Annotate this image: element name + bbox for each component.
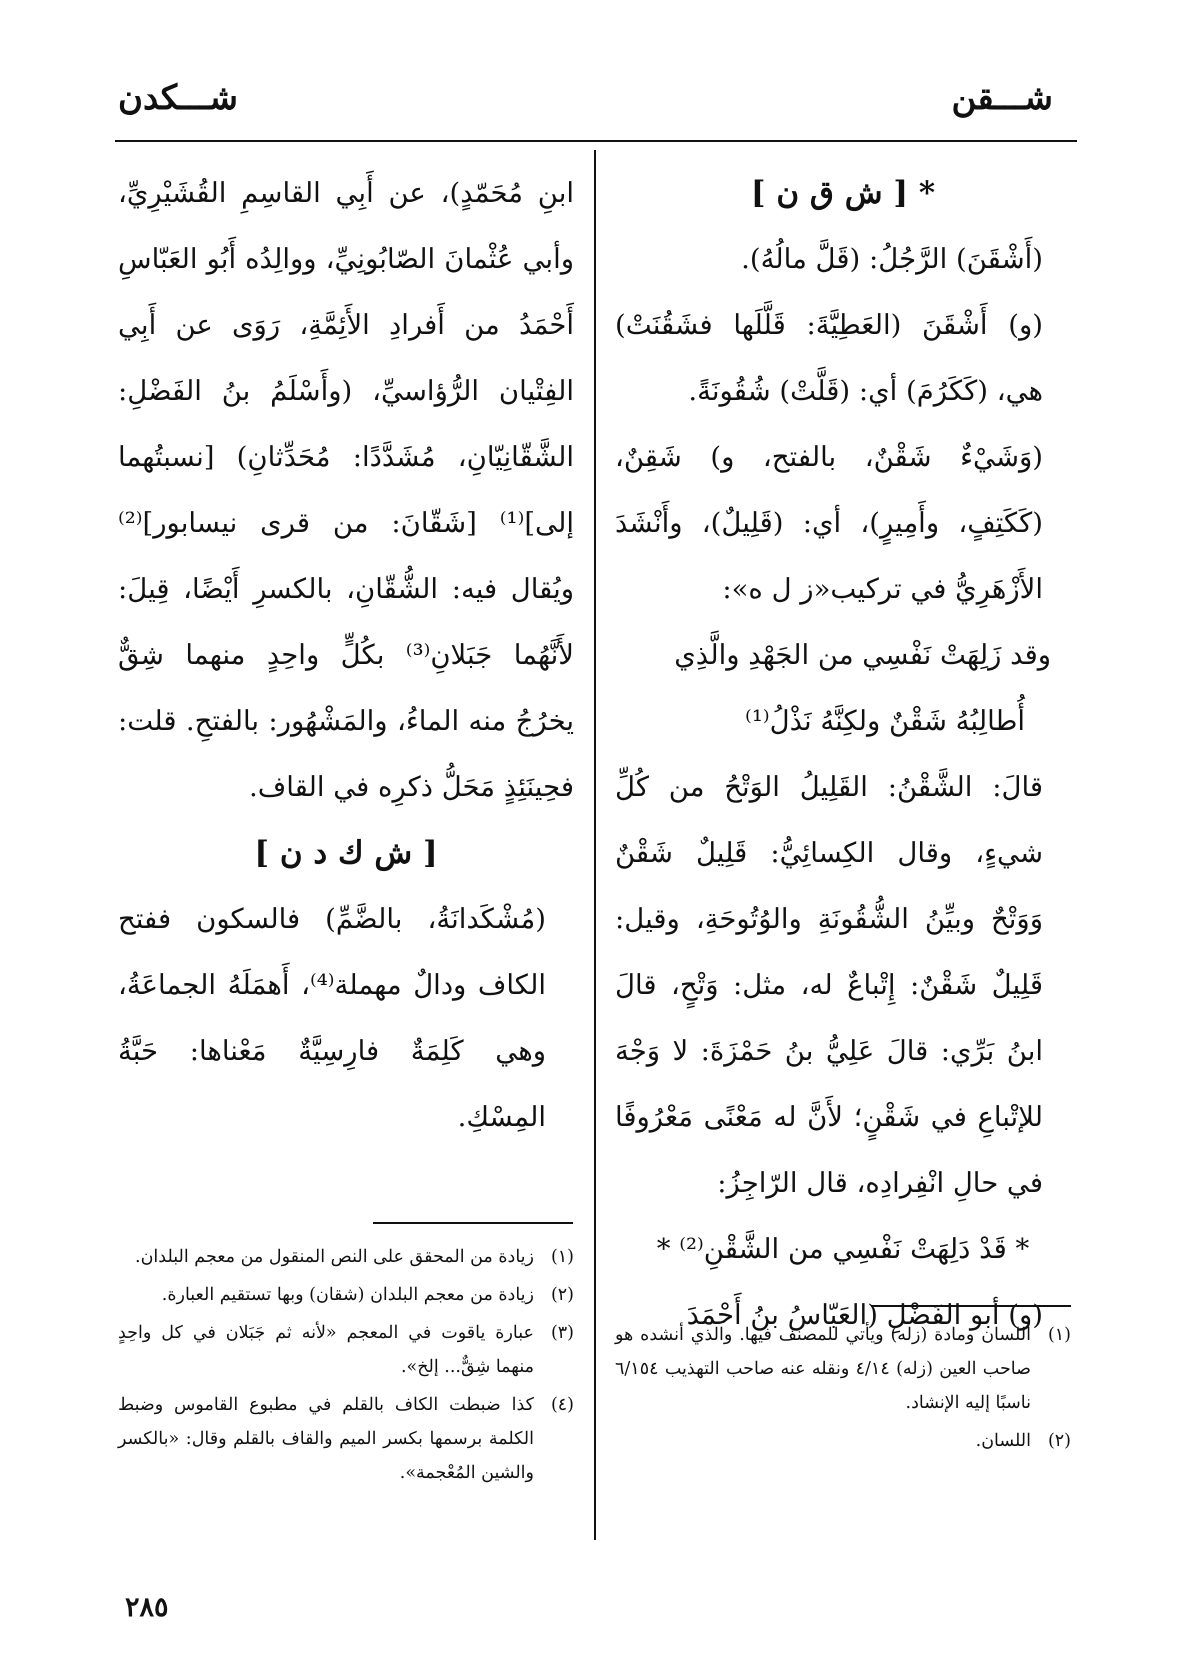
entry-heading-shqn: * [ ش ق ن ] bbox=[750, 175, 936, 211]
footnote-text: زيادة من معجم البلدان (شقان) وبها تستقيم العبارة. bbox=[161, 1285, 534, 1305]
footnote-number: (٤) bbox=[550, 1395, 574, 1415]
footnote-text: اللسان. bbox=[975, 1431, 1031, 1451]
header-rule bbox=[115, 140, 1077, 142]
poem-line: وقد زَلِهَتْ نَفْسِي من الجَهْدِ والَّذِي bbox=[674, 639, 1051, 671]
footnote-number: (١) bbox=[1047, 1325, 1071, 1345]
footnotes-right bbox=[615, 1318, 1071, 1462]
footnote bbox=[615, 1318, 1071, 1420]
paragraph: (وَشَيْءٌ شَقْنٌ، بالفتح، و) شَقِنٌ، (كَكَتِفٍ، وأَمِيرٍ)، أي: (قَلِيلٌ)، وأَنْشَدَ الأَزْهَرِيُّ في تركيب«ز ل ه»: bbox=[615, 441, 1043, 605]
footnote-text: زيادة من المحقق على النص المنقول من معجم البلدان. bbox=[135, 1247, 534, 1267]
right-column bbox=[615, 160, 1071, 1348]
footnote-text: اللسان ومادة (زله) ويأتي للمصنف فيها. والذي أنشده هو صاحب العين (زله) ٤/١٤ ونقله عنه صاحب التهذيب ٦/١٥٤ ناسبًا إليه الإنشاد. bbox=[615, 1325, 1031, 1413]
paragraph: ابنِ مُحَمّدٍ)، عن أَبِي القاسِمِ القُشَيْرِيِّ، وأبي عُثْمانَ الصّابُونِيِّ، ووالِدُه أَبُو العَبّاسِ أَحْمَدُ من أَفرادِ الأَئِمَّةِ، رَوَى عن أَبِي الفِتْيان الرُّؤاسيِّ، (وأَسْلَمُ بنُ الفَضْلِ: الشَّقّانِيّانِ، مُشَدَّدًا: مُحَدِّثانِ) [نسبتُهما إلى]⁽¹⁾ [شَقّانَ: من قرى نيسابور]⁽²⁾ ويُقال فيه: الشُّقّانِ، بالكسرِ أَيْضًا، قِيلَ: لأَنَّهُما جَبَلانِ⁽³⁾ بكُلٍّ واحِدٍ منهما شِقٌّ يخرُجُ منه الماءُ، والمَشْهُور: بالفتحِ. قلت: فحِينَئِذٍ مَحَلُّ ذكرِه في القاف. bbox=[118, 177, 574, 803]
paragraph: (و) أبو الفَضْلِ (العَبّاسُ بنُ أَحْمَدَ bbox=[686, 1299, 1043, 1331]
running-head-left: شـــكدن bbox=[118, 78, 238, 118]
footnote bbox=[615, 1424, 1071, 1458]
footnote-rule-right bbox=[871, 1305, 1071, 1307]
paragraph: (أَشْقَنَ) الرَّجُلُ: (قَلَّ مالُهُ). bbox=[741, 243, 1043, 275]
left-column bbox=[118, 160, 574, 1150]
footnote-number: (٣) bbox=[550, 1323, 574, 1343]
footnote-rule-left bbox=[373, 1222, 573, 1224]
poem-line: * قَدْ دَلِهَتْ نَفْسِي من الشَّقْنِ⁽²⁾ * bbox=[656, 1233, 1030, 1265]
footnote bbox=[118, 1388, 574, 1490]
footnote bbox=[118, 1316, 574, 1384]
entry-heading-shkdn: [ ش ك د ن ] bbox=[254, 835, 438, 871]
paragraph: (و) أَشْقَنَ (العَطِيَّةَ: قَلَّلَها فشَقُنَتْ) هي، (كَكَرُمَ) أي: (قَلَّتْ) شُقُونَةً. bbox=[615, 309, 1043, 407]
page-number: ٢٨٥ bbox=[125, 1592, 169, 1623]
footnote-number: (٢) bbox=[550, 1285, 574, 1305]
paragraph: (مُشْكَدانَةُ، بالضَّمِّ) فالسكون ففتح الكاف ودالٌ مهملة⁽⁴⁾، أَهمَلَهُ الجماعَةُ، وهي كَلِمَةٌ فارِسِيَّةٌ مَعْناها: حَبَّةُ المِسْكِ. bbox=[118, 903, 546, 1133]
poem-line: أُطالِبُهُ شَقْنٌ ولكِنَّهُ نَذْلُ⁽¹⁾ bbox=[745, 705, 1025, 737]
column-divider bbox=[594, 150, 596, 1540]
footnotes-left bbox=[118, 1240, 574, 1494]
footnote-text: كذا ضبطت الكاف بالقلم في مطبوع القاموس وضبط الكلمة برسمها بكسر الميم والقاف بالقلم وقال: «بالكسر والشين المُعْجمة». bbox=[118, 1395, 534, 1483]
paragraph: قالَ: الشَّقْنُ: القَلِيلُ الوَتْحُ من كُلِّ شيءٍ، وقال الكِسائِيُّ: قَلِيلٌ شَقْنٌ وَوَتْحٌ وبيِّنُ الشُّقُونَةِ والوُتُوحَةِ، وقيل: قَلِيلٌ شَقْنٌ: إِتْباعٌ له، مثل: وَتْحٍ، قالَ ابنُ بَرِّي: قالَ عَلِيُّ بنُ حَمْزَةَ: لا وَجْهَ للإتْباعِ في شَقْنٍ؛ لأَنَّ له مَعْنًى مَعْرُوفًا في حالِ انْفِرادِه، قال الرّاجِزُ: bbox=[615, 771, 1043, 1199]
footnote-text: عبارة ياقوت في المعجم «لأنه ثم جَبَلان في كل واحِدٍ منهما شِقٌّ... إلخ». bbox=[118, 1323, 534, 1377]
footnote-number: (١) bbox=[550, 1247, 574, 1267]
footnote bbox=[118, 1240, 574, 1274]
footnote bbox=[118, 1278, 574, 1312]
footnote-number: (٢) bbox=[1047, 1431, 1071, 1451]
running-head-right: شـــقن bbox=[951, 78, 1053, 118]
